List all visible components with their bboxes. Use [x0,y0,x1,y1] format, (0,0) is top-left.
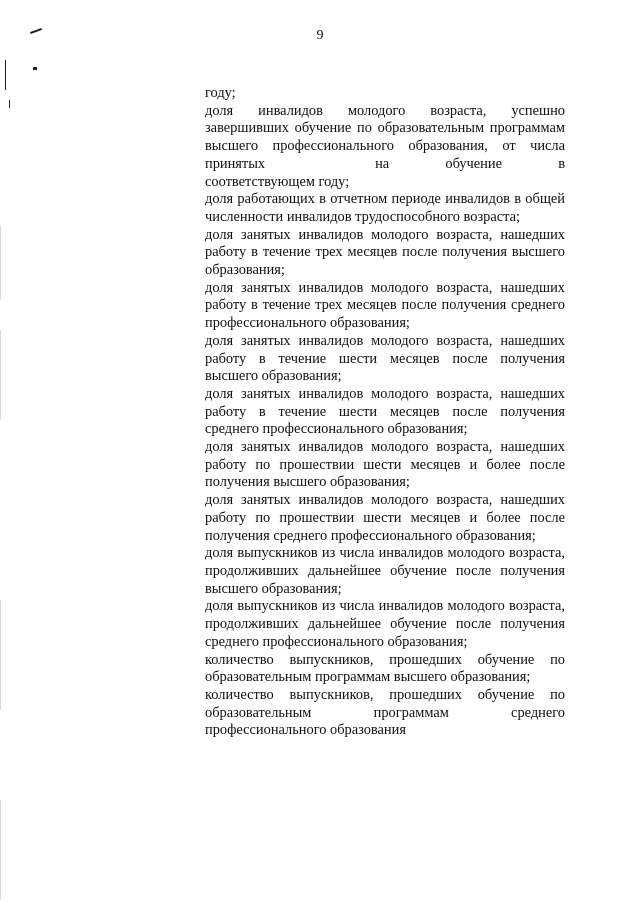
paragraph-text: доля инвалидов молодого возраста, успешно завершивших обучение по образовательным программам высшего профессионального образования, [205,102,565,155]
scan-edge-line [0,225,1,300]
paragraph-text: от числа принятых [205,138,565,172]
paragraph-indicator: доля выпускников из числа инвалидов молодого возраста, продолживших дальнейшее обучение после получения среднего профессионального образования; [205,598,565,650]
paragraph-continuation: году; [205,85,236,101]
paragraph-indicator: доля занятых инвалидов молодого возраста, нашедших работу в течение шести месяцев после получения среднего профессионального образования; [205,385,565,438]
paragraph-text: в соответствующем году; [205,155,565,190]
paragraph-indicator: количество выпускников, прошедших обучение по образовательным программам высшего образования; [205,651,565,686]
paragraph-indicator [205,103,565,192]
scan-artifact-bar [9,100,10,108]
paragraph-indicator: доля работающих в отчетном периоде инвалидов в общей численности инвалидов трудоспособного возраста; [205,191,565,225]
paragraph-indicator: доля занятых инвалидов молодого возраста, нашедших работу в течение шести месяцев после получения высшего образования; [205,332,565,385]
paragraph-indicator: доля занятых инвалидов молодого возраста, нашедших работу в течение трех месяцев после получения высшего образования; [205,226,565,279]
paragraph-indicator: доля занятых инвалидов молодого возраста, нашедших работу по прошествии шести месяцев и более после получения высшего образования; [205,439,565,491]
paragraph-text: на обучение [375,155,502,172]
paragraph-indicator: количество выпускников, прошедших обучение по образовательным программам среднего профессионального образования [205,686,565,739]
scan-artifact-dot [33,67,37,70]
scan-artifact-bar [5,60,6,90]
page-number: 9 [316,28,324,43]
paragraph-indicator: доля выпускников из числа инвалидов молодого возраста, продолживших дальнейшее обучение после получения высшего образования; [205,545,565,597]
paragraph-indicator: доля занятых инвалидов молодого возраста, нашедших работу по прошествии шести месяцев и более после получения среднего профессионального образования; [205,492,565,544]
scan-edge-line [0,800,1,900]
body-text [205,85,565,740]
paragraph-indicator: доля занятых инвалидов молодого возраста, нашедших работу в течение трех месяцев после получения среднего профессионального образования; [205,279,565,332]
scan-edge-line [0,330,1,420]
scan-edge-line [0,600,1,710]
